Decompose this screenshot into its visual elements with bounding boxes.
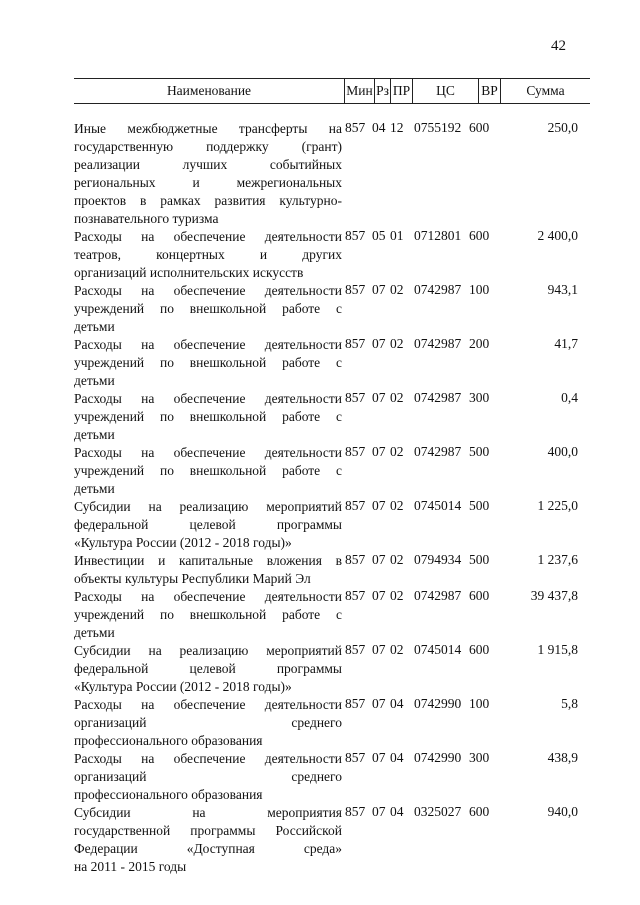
- row-name: [74, 552, 342, 588]
- row-sum: 250,0: [547, 120, 578, 135]
- row-name-line: проектов в рамках развития культурно-: [74, 193, 342, 208]
- row-name: [74, 588, 342, 642]
- row-name-line: федеральной целевой программы: [74, 661, 342, 676]
- header-name: Наименование: [166, 83, 252, 98]
- table-row: [0, 750, 640, 804]
- table-row: [0, 696, 640, 750]
- row-cs: 0794934: [414, 552, 462, 567]
- row-min: 857: [345, 282, 366, 297]
- row-name-line: Иные межбюджетные трансферты на: [74, 121, 342, 136]
- row-name-line: детьми: [74, 481, 115, 496]
- row-sum: 438,9: [547, 750, 578, 765]
- row-name-line: государственной программы Российской: [74, 823, 342, 838]
- row-vr: 600: [469, 588, 490, 603]
- row-min: 857: [345, 120, 366, 135]
- row-vr: 200: [469, 336, 490, 351]
- row-rz: 07: [372, 498, 386, 513]
- row-vr: 600: [469, 642, 490, 657]
- row-vr: 300: [469, 750, 490, 765]
- row-name: [74, 228, 342, 282]
- row-vr: 500: [469, 444, 490, 459]
- row-name-line: Расходы на обеспечение деятельности: [74, 283, 342, 298]
- row-pr: 02: [390, 498, 404, 513]
- row-name-line: организаций исполнительских искусств: [74, 265, 304, 280]
- header-cs: ЦС: [412, 79, 478, 103]
- row-min: 857: [345, 228, 366, 243]
- header-pr: ПР: [390, 79, 412, 103]
- row-sum: 0,4: [561, 390, 578, 405]
- row-name-line: Субсидии на реализацию мероприятий: [74, 643, 342, 658]
- row-cs: 0745014: [414, 498, 462, 513]
- header-min: Мин: [344, 79, 374, 103]
- row-name-line: Расходы на обеспечение деятельности: [74, 589, 342, 604]
- row-cs: 0742990: [414, 696, 462, 711]
- row-pr: 04: [390, 696, 404, 711]
- row-name: [74, 696, 342, 750]
- row-name-line: театров, концертных и других: [74, 247, 342, 262]
- row-sum: 943,1: [547, 282, 578, 297]
- row-sum: 2 400,0: [537, 228, 578, 243]
- row-name-line: реализации лучших событийных: [74, 157, 342, 172]
- row-rz: 05: [372, 228, 386, 243]
- row-pr: 04: [390, 750, 404, 765]
- table-row: [0, 336, 640, 390]
- table-body: [0, 120, 640, 876]
- row-name-line: Расходы на обеспечение деятельности: [74, 229, 342, 244]
- row-vr: 300: [469, 390, 490, 405]
- row-pr: 02: [390, 588, 404, 603]
- row-rz: 07: [372, 390, 386, 405]
- table-row: [0, 642, 640, 696]
- row-name-line: организаций среднего: [74, 769, 342, 784]
- row-cs: 0742990: [414, 750, 462, 765]
- row-vr: 600: [469, 804, 490, 819]
- row-name-line: профессионального образования: [74, 787, 263, 802]
- row-name-line: Расходы на обеспечение деятельности: [74, 445, 342, 460]
- row-name: [74, 750, 342, 804]
- row-sum: 940,0: [547, 804, 578, 819]
- header-vr: ВР: [478, 79, 500, 103]
- table-row: [0, 552, 640, 588]
- row-name-line: Расходы на обеспечение деятельности: [74, 391, 342, 406]
- row-rz: 07: [372, 444, 386, 459]
- row-rz: 07: [372, 696, 386, 711]
- header-sum: Сумма: [500, 79, 590, 103]
- table-row: [0, 282, 640, 336]
- row-rz: 07: [372, 642, 386, 657]
- row-name-line: детьми: [74, 319, 115, 334]
- row-cs: 0742987: [414, 444, 462, 459]
- row-rz: 07: [372, 336, 386, 351]
- row-name-line: «Культура России (2012 - 2018 годы)»: [74, 535, 292, 550]
- table-row: [0, 120, 640, 228]
- row-vr: 600: [469, 120, 490, 135]
- row-pr: 04: [390, 804, 404, 819]
- row-name-line: детьми: [74, 625, 115, 640]
- page-number: 42: [551, 38, 566, 54]
- row-cs: 0745014: [414, 642, 462, 657]
- row-pr: 02: [390, 282, 404, 297]
- table-row: [0, 588, 640, 642]
- row-name-line: региональных и межрегиональных: [74, 175, 342, 190]
- row-name-line: детьми: [74, 373, 115, 388]
- row-rz: 07: [372, 282, 386, 297]
- row-min: 857: [345, 552, 366, 567]
- row-pr: 02: [390, 444, 404, 459]
- row-name-line: Федерации «Доступная среда»: [74, 841, 342, 856]
- row-min: 857: [345, 336, 366, 351]
- row-name: [74, 336, 342, 390]
- row-min: 857: [345, 696, 366, 711]
- row-cs: 0712801: [414, 228, 462, 243]
- row-rz: 04: [372, 120, 386, 135]
- row-cs: 0325027: [414, 804, 462, 819]
- row-vr: 600: [469, 228, 490, 243]
- row-min: 857: [345, 498, 366, 513]
- row-min: 857: [345, 750, 366, 765]
- row-name-line: детьми: [74, 427, 115, 442]
- row-pr: 01: [390, 228, 404, 243]
- row-name-line: федеральной целевой программы: [74, 517, 342, 532]
- row-sum: 1 237,6: [537, 552, 578, 567]
- row-rz: 07: [372, 552, 386, 567]
- row-name-line: «Культура России (2012 - 2018 годы)»: [74, 679, 292, 694]
- row-name-line: познавательного туризма: [74, 211, 219, 226]
- row-name-line: на 2011 - 2015 годы: [74, 859, 187, 874]
- row-sum: 1 225,0: [537, 498, 578, 513]
- row-name-line: профессионального образования: [74, 733, 263, 748]
- table-row: [0, 444, 640, 498]
- row-pr: 02: [390, 642, 404, 657]
- table-header: [74, 78, 590, 104]
- header-rz: Рз: [374, 79, 390, 103]
- row-cs: 0742987: [414, 336, 462, 351]
- row-name: [74, 120, 342, 228]
- row-rz: 07: [372, 588, 386, 603]
- row-vr: 100: [469, 696, 490, 711]
- row-name: [74, 498, 342, 552]
- row-name-line: Субсидии на реализацию мероприятий: [74, 499, 342, 514]
- row-rz: 07: [372, 804, 386, 819]
- row-pr: 02: [390, 336, 404, 351]
- row-name-line: государственную поддержку (грант): [74, 139, 342, 154]
- row-name-line: учреждений по внешкольной работе с: [74, 409, 342, 424]
- row-pr: 12: [390, 120, 404, 135]
- row-name-line: учреждений по внешкольной работе с: [74, 463, 342, 478]
- row-cs: 0742987: [414, 282, 462, 297]
- row-name-line: объекты культуры Республики Марий Эл: [74, 571, 311, 586]
- row-sum: 400,0: [547, 444, 578, 459]
- row-name: [74, 390, 342, 444]
- table-row: [0, 804, 640, 876]
- row-sum: 5,8: [561, 696, 578, 711]
- table-row: [0, 390, 640, 444]
- row-name: [74, 804, 342, 876]
- table-row: [0, 498, 640, 552]
- row-sum: 41,7: [554, 336, 578, 351]
- row-name-line: организаций среднего: [74, 715, 342, 730]
- row-name-line: Расходы на обеспечение деятельности: [74, 337, 342, 352]
- row-sum: 1 915,8: [537, 642, 578, 657]
- row-rz: 07: [372, 750, 386, 765]
- row-min: 857: [345, 588, 366, 603]
- row-name-line: Расходы на обеспечение деятельности: [74, 697, 342, 712]
- row-name-line: учреждений по внешкольной работе с: [74, 355, 342, 370]
- row-vr: 500: [469, 498, 490, 513]
- row-pr: 02: [390, 390, 404, 405]
- row-cs: 0742987: [414, 588, 462, 603]
- row-min: 857: [345, 642, 366, 657]
- row-vr: 100: [469, 282, 490, 297]
- row-cs: 0755192: [414, 120, 462, 135]
- row-vr: 500: [469, 552, 490, 567]
- row-name: [74, 444, 342, 498]
- row-cs: 0742987: [414, 390, 462, 405]
- row-pr: 02: [390, 552, 404, 567]
- row-name: [74, 282, 342, 336]
- row-name-line: учреждений по внешкольной работе с: [74, 607, 342, 622]
- row-min: 857: [345, 390, 366, 405]
- row-name-line: учреждений по внешкольной работе с: [74, 301, 342, 316]
- row-name-line: Субсидии на мероприятия: [74, 805, 342, 820]
- table-row: [0, 228, 640, 282]
- row-name-line: Расходы на обеспечение деятельности: [74, 751, 342, 766]
- row-name: [74, 642, 342, 696]
- row-name-line: Инвестиции и капитальные вложения в: [74, 553, 342, 568]
- row-min: 857: [345, 804, 366, 819]
- row-sum: 39 437,8: [530, 588, 578, 603]
- row-min: 857: [345, 444, 366, 459]
